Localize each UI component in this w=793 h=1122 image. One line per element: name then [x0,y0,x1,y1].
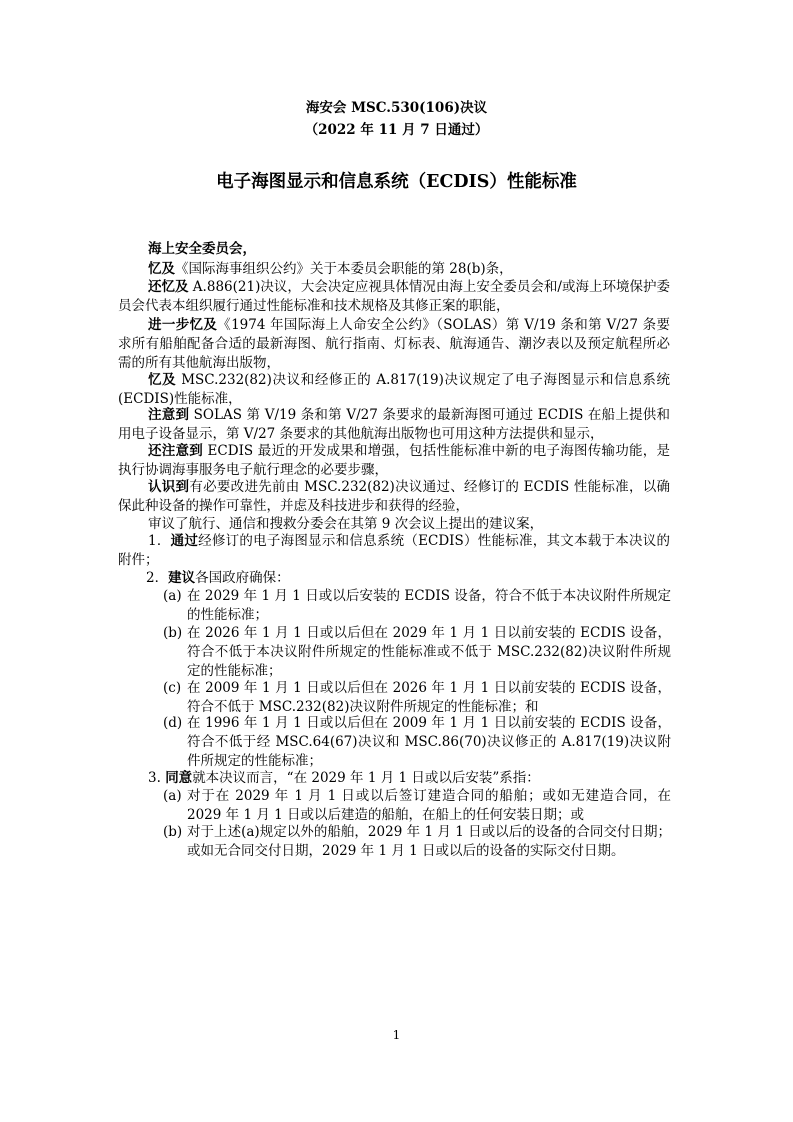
list-item: 对于上述(a)规定以外的船舶，2029 年 1 月 1 日或以后的设备的合同交付日期；或如无合同交付日期，2029 年 1 月 1 日或以后的设备的实际交付日期。 [187,824,671,859]
adoption-date: （2022 年 11 月 7 日通过） [304,122,489,138]
committee-heading: 海上安全委员会， [148,241,256,257]
list-label: (b) [163,824,183,840]
clause-lead: 忆及 [148,261,175,277]
preamble-clause-7 [118,478,670,516]
clause-text: A.886(21)决议，大会决定应视具体情况由海上安全委员会和/或海上环境保护委员会代表本组织履行通过性能标准和技术规格及其修正案的职能， [118,279,671,314]
clause-text: 有必要改进先前由 MSC.232(82)决议通过、经修订的 ECDIS 性能标准，以确保此种设备的操作可靠性，并虑及科技进步和获得的经验， [118,479,671,514]
clause-text: 《国际海事组织公约》关于本委员会职能的第 28(b)条， [175,261,513,277]
considered-clause: 审议了航行、通信和搜救分委会在其第 9 次会议上提出的建议案， [148,516,544,532]
list-item: 在 2009 年 1 月 1 日或以后但在 2026 年 1 月 1 日以前安装的 ECDIS 设备，符合不低于 MSC.232(82)决议附件所规定的性能标准；和 [187,680,671,715]
operative-paragraph-1 [118,532,670,570]
list-item: 在 2026 年 1 月 1 日或以后但在 2029 年 1 月 1 日以前安装的 ECDIS 设备，符合不低于本决议附件所规定的性能标准或不低于 MSC.232(82)决议附件所规定的性能标准； [187,625,671,679]
paragraph-text: 各国政府确保： [195,570,290,586]
resolution-number: 海安会 MSC.530(106)决议 [305,100,488,116]
clause-lead: 忆及 [148,372,177,388]
clause-text: MSC.232(82)决议和经修正的 A.817(19)决议规定了电子海图显示和信息系统(ECDIS)性能标准， [118,372,670,407]
list-label: (a) [163,588,182,604]
list-item: 在 2029 年 1 月 1 日或以后安装的 ECDIS 设备，符合不低于本决议附件所规定的性能标准； [187,588,671,623]
paragraph-lead: 同意 [165,770,193,786]
list-label: (c) [163,680,182,696]
list-label: (d) [163,715,183,731]
clause-text: ECDIS 最近的开发成果和增强，包括性能标准中新的电子海图传输功能，是执行协调海事服务电子航行理念的必要步骤， [118,443,671,478]
clause-lead: 还忆及 [148,279,189,295]
list-label: (a) [163,788,182,804]
document-title: 电子海图显示和信息系统（ECDIS）性能标准 [216,172,577,192]
preamble-clause-4 [118,371,670,409]
paragraph-text: 经修订的电子海图显示和信息系统（ECDIS）性能标准，其文本载于本决议的附件； [118,533,671,568]
paragraph-number: 1． [148,533,171,549]
clause-text: SOLAS 第 V/19 条和第 V/27 条要求的最新海图可通过 ECDIS 在船上提供和用电子设备显示，第 V/27 条要求的其他航海出版物也可用这种方法提供和显示， [118,407,671,442]
paragraph-number: 2． [146,570,169,586]
operative-paragraph-2 [146,569,290,588]
operative-paragraph-3 [148,769,540,788]
clause-lead: 进一步忆及 [148,317,218,333]
preamble-clause-1 [118,260,670,279]
paragraph-lead: 通过 [170,533,199,549]
clause-lead: 注意到 [148,407,190,423]
preamble-clause-2 [118,278,670,316]
list-item: 对于在 2029 年 1 月 1 日或以后签订建造合同的船舶；或如无建造合同，在 2029 年 1 月 1 日或以后建造的船舶，在船上的任何安装日期；或 [187,788,671,823]
clause-lead: 认识到 [148,479,190,495]
preamble-clause-5 [118,406,670,444]
preamble-clause-6 [118,442,670,480]
clause-lead: 还注意到 [148,443,204,459]
list-item: 在 1996 年 1 月 1 日或以后但在 2009 年 1 月 1 日以前安装的 ECDIS 设备，符合不低于经 MSC.64(67)决议和 MSC.86(70)决议修正的 A.817(19)决议附件所规定的性能标准； [187,715,671,769]
list-label: (b) [163,625,183,641]
paragraph-text: 就本决议而言，“在 2029 年 1 月 1 日或以后安装”系指： [192,770,540,786]
paragraph-lead: 建议 [168,570,196,586]
page-number: 1 [392,1028,401,1042]
preamble-clause-3 [118,316,670,373]
clause-text: 《1974 年国际海上人命安全公约》（SOLAS）第 V/19 条和第 V/27 条要求所有船舶配备合适的最新海图、航行指南、灯标表、航海通告、潮汐表以及预定航程所必需的所有其他航海出版物， [118,317,671,371]
paragraph-number: 3. [148,770,161,786]
